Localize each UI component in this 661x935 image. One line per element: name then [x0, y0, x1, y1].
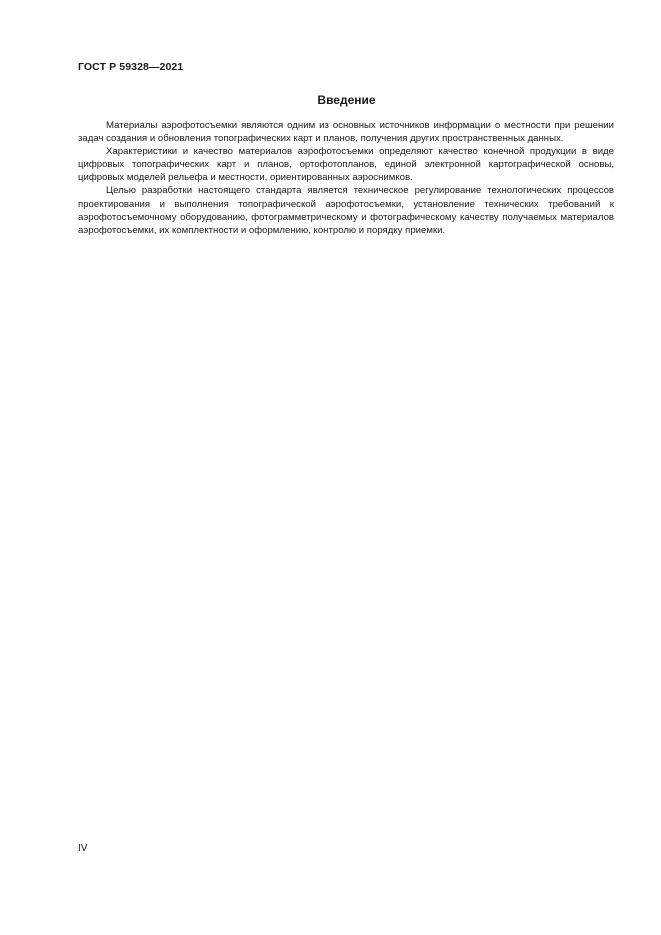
standard-code-header: ГОСТ Р 59328—2021	[78, 61, 184, 73]
paragraph-1: Материалы аэрофотосъемки являются одним из основных источников информации о местности при решении задач создания и обновления топографических карт и планов, получения других пространственных данных.	[78, 120, 614, 145]
paragraph-2: Характеристики и качество материалов аэрофотосъемки определяют качество конечной продукции в виде цифровых топографических карт и планов, ортофотопланов, единой электронной картографической основы, цифровых моделей рельефа и местности, ориентированных аэроснимков.	[78, 146, 614, 184]
introduction-body	[78, 119, 614, 237]
section-title: Введение	[317, 93, 376, 107]
page-number: IV	[78, 843, 88, 854]
paragraph-3: Целью разработки настоящего стандарта является техническое регулирование технологических процессов проектирования и выполнения топографической аэрофотосъемки, установление технических требований к аэрофотосъемочному оборудованию, фотограмметрическому и фотографическому качеству получаемых материалов аэрофотосъемки, их комплектности и оформлению, контролю и порядку приемки.	[78, 185, 614, 236]
